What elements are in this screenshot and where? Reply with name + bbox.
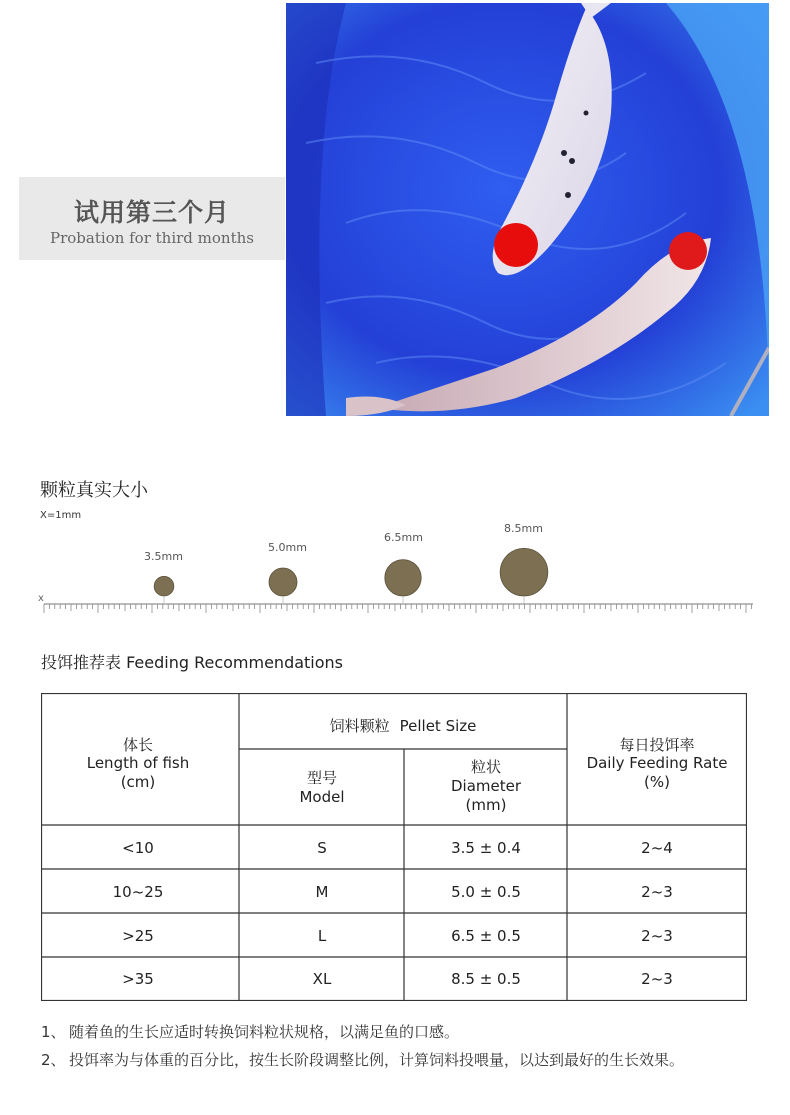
banner-subtitle: Probation for third months bbox=[50, 229, 254, 247]
scale-note: X=1mm bbox=[40, 510, 82, 521]
header-length-cn: 体长 bbox=[122, 736, 154, 754]
header-length-unit: (cm) bbox=[120, 773, 156, 791]
header-rate-cn: 每日投饵率 bbox=[619, 736, 695, 754]
row-4-rate: 2~3 bbox=[641, 970, 673, 988]
row-1-length: <10 bbox=[122, 839, 154, 857]
row-2-diameter: 5.0 ± 0.5 bbox=[451, 883, 521, 901]
pellet-circle bbox=[269, 568, 297, 596]
row-3-length: >25 bbox=[122, 927, 154, 945]
row-2-rate: 2~3 bbox=[641, 883, 673, 901]
note-number: 1、 bbox=[41, 1023, 66, 1041]
row-1-model: S bbox=[317, 839, 327, 857]
note-item bbox=[41, 1046, 761, 1074]
row-4-model: XL bbox=[312, 970, 332, 988]
pellet-label: 6.5mm bbox=[384, 531, 423, 544]
pellet-label: 8.5mm bbox=[504, 522, 543, 535]
note-text: 随着鱼的生长应适时转换饲料粒状规格，以满足鱼的口感。 bbox=[69, 1023, 460, 1041]
note-number: 2、 bbox=[41, 1051, 66, 1069]
row-2-model: M bbox=[315, 883, 329, 901]
header-rate-unit: (%) bbox=[644, 773, 670, 791]
row-3-model: L bbox=[317, 927, 327, 945]
row-3-diameter: 6.5 ± 0.5 bbox=[451, 927, 521, 945]
header-model-en: Model bbox=[299, 788, 345, 806]
note-text: 投饵率为与体重的百分比，按生长阶段调整比例，计算饲料投喂量，以达到最好的生长效果。 bbox=[69, 1051, 685, 1069]
ruler-axis-label: x bbox=[38, 593, 44, 604]
koi-photo bbox=[286, 3, 769, 416]
header-model-cn: 型号 bbox=[306, 769, 338, 787]
banner-title: 试用第三个月 bbox=[73, 198, 230, 227]
row-1-diameter: 3.5 ± 0.4 bbox=[451, 839, 521, 857]
row-4-length: >35 bbox=[122, 970, 154, 988]
notes-list bbox=[41, 1018, 761, 1074]
pellet-circle bbox=[154, 576, 174, 596]
header-diameter-unit: (mm) bbox=[465, 796, 507, 814]
pellet-size-title: 颗粒真实大小 bbox=[40, 480, 148, 501]
row-2-length: 10~25 bbox=[112, 883, 164, 901]
header-rate-en: Daily Feeding Rate bbox=[586, 754, 728, 772]
pellet-label: 5.0mm bbox=[268, 541, 307, 554]
row-1-rate: 2~4 bbox=[641, 839, 673, 857]
pellet-label: 3.5mm bbox=[144, 550, 183, 563]
row-3-rate: 2~3 bbox=[641, 927, 673, 945]
row-4-diameter: 8.5 ± 0.5 bbox=[451, 970, 521, 988]
feeding-table-title: 投饵推荐表 Feeding Recommendations bbox=[41, 653, 344, 672]
note-item bbox=[41, 1018, 761, 1046]
feeding-table bbox=[41, 693, 747, 1001]
pellet-circle bbox=[500, 548, 548, 596]
header-length-en: Length of fish bbox=[86, 754, 190, 772]
pellet-circle bbox=[385, 560, 421, 596]
header-pellet-size: 饲料颗粒 Pellet Size bbox=[329, 717, 477, 735]
header-diameter-en: Diameter bbox=[450, 777, 522, 795]
probation-banner bbox=[19, 177, 285, 260]
header-diameter-cn: 粒状 bbox=[470, 758, 502, 776]
